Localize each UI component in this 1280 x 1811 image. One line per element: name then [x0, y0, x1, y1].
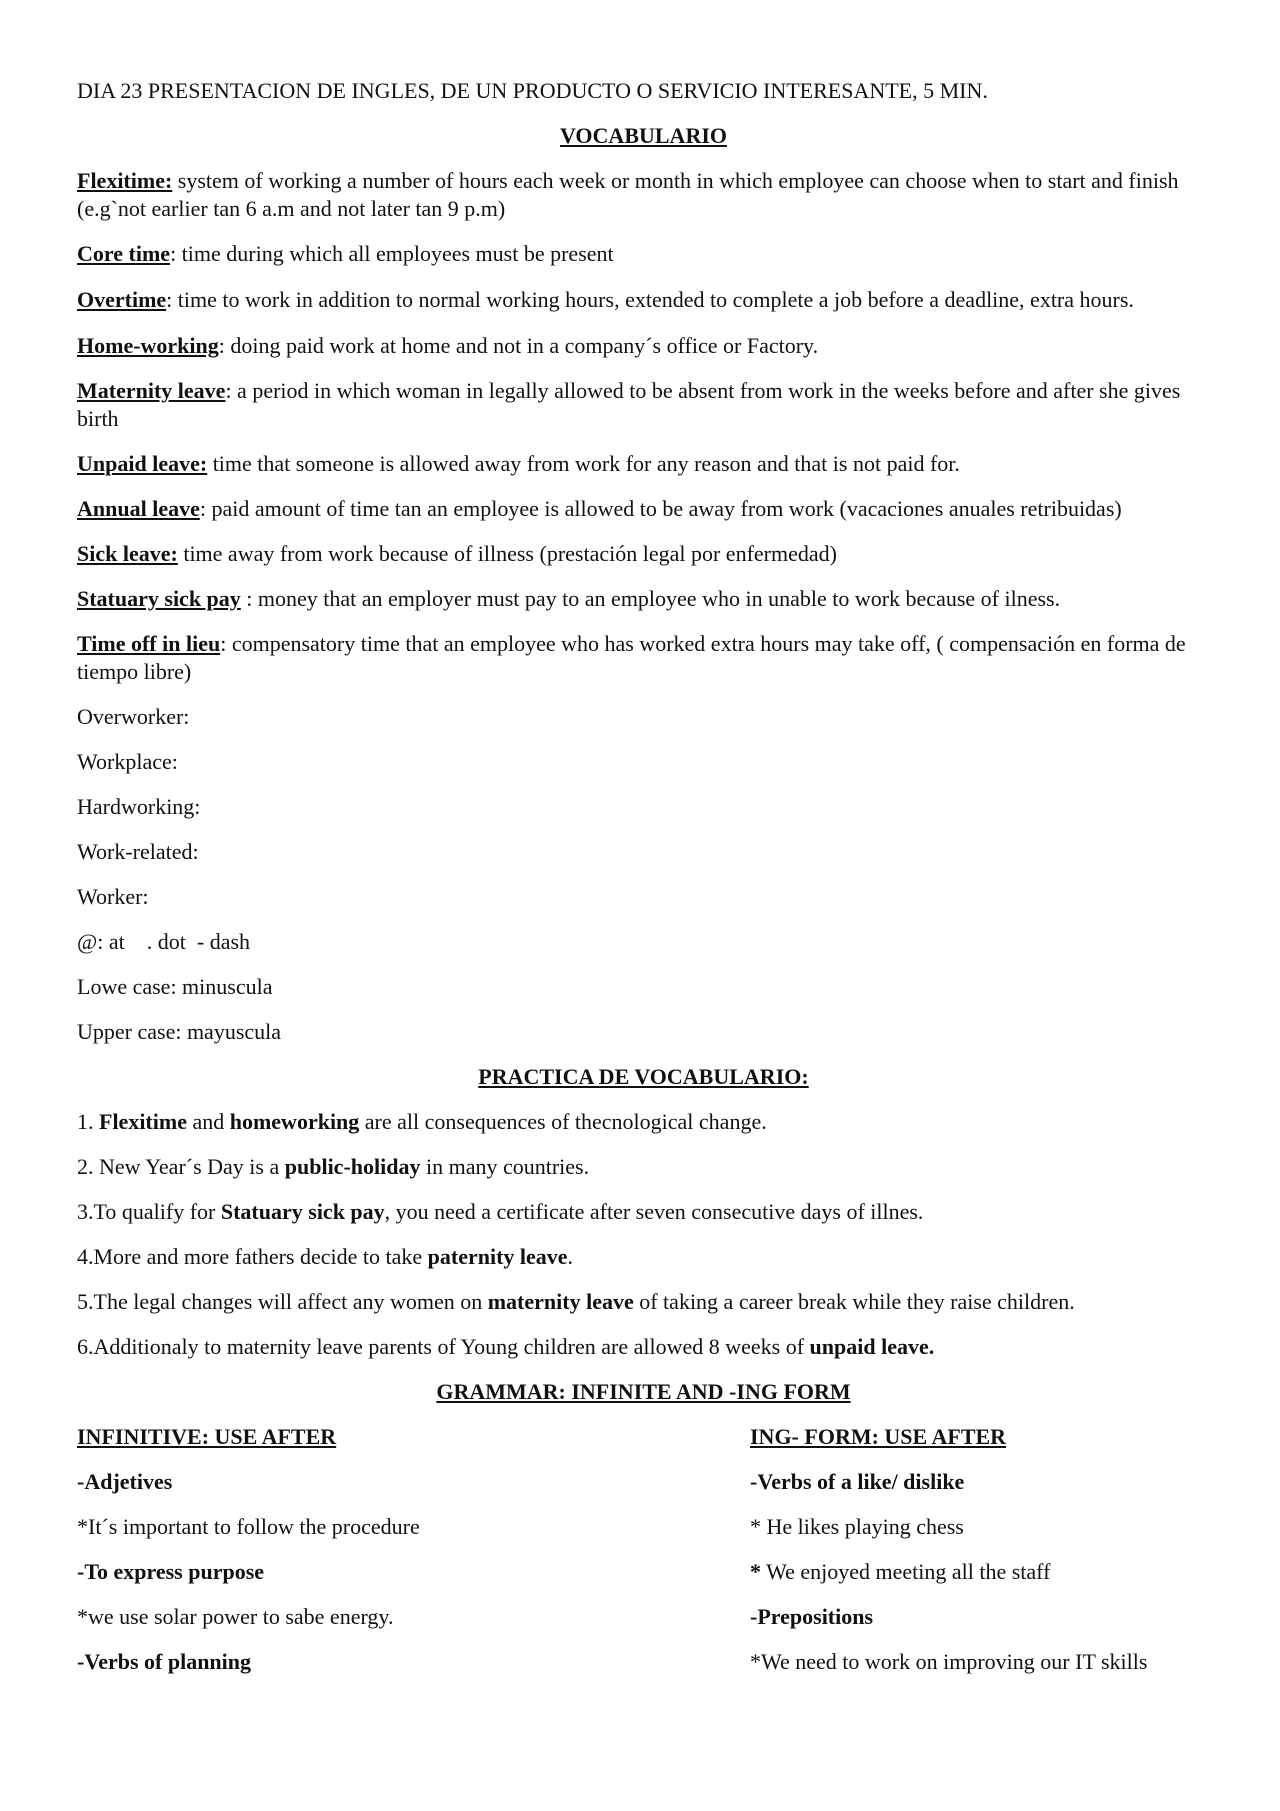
sentence-text: 4.More and more fathers decide to take: [77, 1244, 428, 1269]
vocab-extra-item: Workplace:: [77, 749, 178, 774]
grammar-subheading: -Verbs of planning: [77, 1649, 252, 1674]
sentence-text: , you need a certificate after seven consecutive days of illnes.: [384, 1199, 924, 1224]
grammar-columns: [77, 1423, 1210, 1693]
grammar-subheading: -To express purpose: [77, 1559, 265, 1584]
vocab-term: Maternity leave: [77, 378, 226, 403]
vocab-extra-item: Worker:: [77, 884, 149, 909]
grammar-subheading: -Prepositions: [750, 1604, 874, 1629]
vocab-term: Time off in lieu: [77, 631, 221, 656]
sentence-text: in many countries.: [420, 1154, 590, 1179]
vocab-definition: time away from work because of illness (prestación legal por enfermedad): [177, 541, 837, 566]
vocab-extra-item: Lowe case: minuscula: [77, 974, 273, 999]
sentence-text: of taking a career break while they raise children.: [633, 1289, 1075, 1314]
practice-sentence: [77, 1108, 1210, 1136]
vocabulario-heading: VOCABULARIO: [559, 123, 728, 148]
practice-sentence: [77, 1243, 1210, 1271]
vocab-term: Overtime: [77, 287, 167, 312]
vocab-term: Unpaid leave:: [77, 451, 208, 476]
sentence-keyword: public-holiday: [284, 1154, 421, 1179]
vocab-term: Annual leave: [77, 496, 200, 521]
sentence-text: are all consequences of thecnological change.: [359, 1109, 767, 1134]
sentence-keyword: unpaid leave.: [809, 1334, 935, 1359]
practica-heading: PRACTICA DE VOCABULARIO:: [478, 1064, 809, 1089]
vocab-definition: : paid amount of time tan an employee is allowed to be away from work (vacaciones anuales retribuidas): [199, 496, 1122, 521]
grammar-example: *we use solar power to sabe energy.: [77, 1604, 394, 1629]
vocab-extra-item: Hardworking:: [77, 794, 201, 819]
vocab-definition: : time during which all employees must be present: [170, 241, 614, 266]
infinitive-column: [77, 1423, 717, 1693]
grammar-subheading: -Verbs of a like/ dislike: [750, 1469, 965, 1494]
grammar-example: *It´s important to follow the procedure: [77, 1514, 420, 1539]
infinitive-title: INFINITIVE: USE AFTER: [77, 1424, 337, 1449]
vocab-entry: [77, 495, 1210, 523]
vocab-definition: time that someone is allowed away from work for any reason and that is not paid for.: [207, 451, 960, 476]
sentence-keyword: paternity leave: [427, 1244, 568, 1269]
vocab-entry: [77, 450, 1210, 478]
vocab-term: Home-working: [77, 333, 219, 358]
practice-sentence: [77, 1333, 1210, 1361]
sentence-text: 1.: [77, 1109, 99, 1134]
sentence-text: .: [567, 1244, 574, 1269]
sentence-text: 5.The legal changes will affect any women on: [77, 1289, 488, 1314]
vocab-entry: [77, 285, 1210, 315]
vocab-extra-item: Upper case: mayuscula: [77, 1019, 282, 1044]
example-text: We enjoyed meeting all the staff: [761, 1559, 1051, 1584]
sentence-keyword: Flexitime: [99, 1109, 187, 1134]
vocab-term: Statuary sick pay: [77, 586, 241, 611]
sentence-text: 2. New Year´s Day is a: [77, 1154, 285, 1179]
vocab-definition: : a period in which woman in legally allowed to be absent from work in the weeks before and after she gives birth: [77, 378, 1181, 431]
grammar-example: [750, 1558, 1210, 1586]
sentence-text: and: [186, 1109, 230, 1134]
practice-sentence: [77, 1198, 1210, 1226]
vocab-definition: system of working a number of hours each week or month in which employee can choose when to start and finish (e.g`not earlier tan 6 a.m and not later tan 9 p.m): [77, 168, 1179, 221]
ing-form-column: [750, 1423, 1210, 1693]
practice-sentence: [77, 1288, 1210, 1316]
sentence-keyword: Statuary sick pay: [220, 1199, 385, 1224]
document-title: DIA 23 PRESENTACION DE INGLES, DE UN PRODUCTO O SERVICIO INTERESANTE, 5 MIN.: [77, 78, 988, 103]
sentence-text: 6.Additionaly to maternity leave parents of Young children are allowed 8 weeks of: [77, 1334, 810, 1359]
vocab-definition: : doing paid work at home and not in a company´s office or Factory.: [218, 333, 819, 358]
vocab-extra-item: Overworker:: [77, 704, 190, 729]
vocab-entry: [77, 240, 1210, 268]
grammar-example: *We need to work on improving our IT skills: [750, 1649, 1148, 1674]
vocab-extra-item: @: at . dot - dash: [77, 929, 251, 954]
vocab-entry: [77, 585, 1210, 613]
sentence-text: 3.To qualify for: [77, 1199, 221, 1224]
practice-sentence: [77, 1153, 1210, 1181]
vocab-extra-item: Work-related:: [77, 839, 199, 864]
bullet-star: *: [750, 1559, 761, 1584]
sentence-keyword: maternity leave: [487, 1289, 634, 1314]
vocab-definition: : time to work in addition to normal working hours, extended to complete a job before a deadline, extra hours.: [166, 287, 1134, 312]
vocab-definition: : money that an employer must pay to an employee who in unable to work because of ilness.: [240, 586, 1061, 611]
vocab-entry: [77, 377, 1210, 433]
vocab-entry: [77, 540, 1210, 568]
vocab-term: Core time: [77, 241, 171, 266]
vocab-term: Flexitime:: [77, 168, 173, 193]
grammar-heading: GRAMMAR: INFINITE AND -ING FORM: [436, 1379, 851, 1404]
grammar-example: * He likes playing chess: [750, 1514, 964, 1539]
vocab-entry: [77, 332, 1210, 360]
sentence-keyword: homeworking: [229, 1109, 360, 1134]
vocab-entry: [77, 630, 1210, 686]
ing-form-title: ING- FORM: USE AFTER: [750, 1424, 1007, 1449]
vocab-entry: [77, 167, 1210, 223]
grammar-subheading: -Adjetives: [77, 1469, 173, 1494]
vocab-term: Sick leave:: [77, 541, 178, 566]
vocab-definition: : compensatory time that an employee who has worked extra hours may take off, ( compensación en forma de tiempo libre): [77, 631, 1186, 684]
